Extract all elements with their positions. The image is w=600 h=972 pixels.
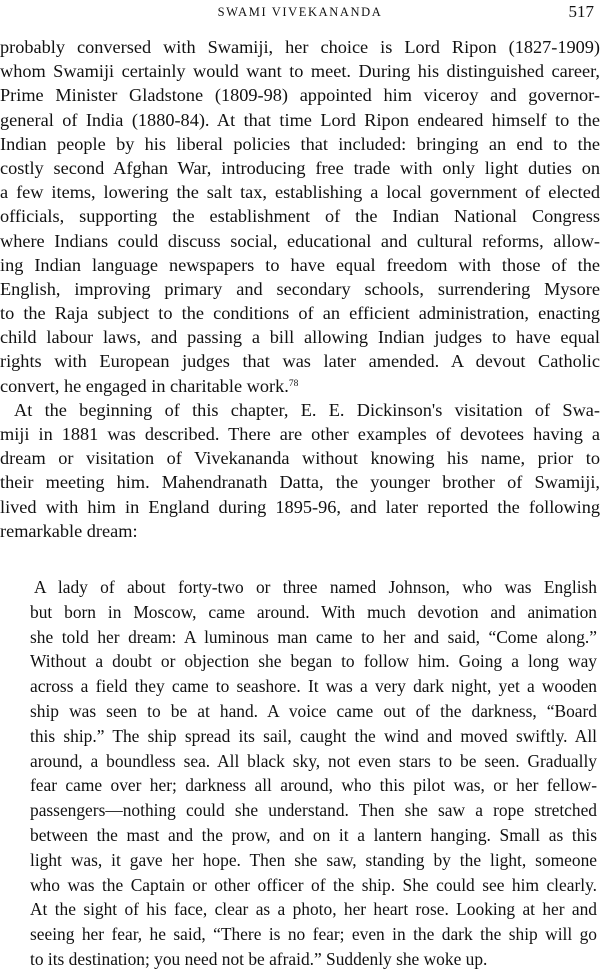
quote-line: this ship.” The ship spread its sail, caught the wind and moved swiftly. All (30, 725, 597, 746)
block-quote (30, 575, 597, 972)
quote-line: between the mast and the prow, and on it a lantern hanging. Small as this (30, 824, 597, 845)
text-line: rights with European judges that was later amended. A devout Catholic (0, 351, 600, 372)
page-number: 517 (568, 2, 594, 21)
quote-line: who was the Captain or other officer of the ship. She could see him clearly. (30, 874, 597, 895)
quote-line: across a field they came to seashore. It was a very dark night, yet a wooden (30, 676, 597, 697)
text-line: officials, supporting the establishment of the Indian National Congress (0, 206, 600, 227)
text-line: to the Raja subject to the conditions of an efficient administration, enacting (0, 303, 600, 324)
quote-line: seeing her fear, he said, “There is no fear; even in the dark the ship will go (30, 924, 597, 945)
body-text (0, 35, 600, 543)
text-line: At the beginning of this chapter, E. E. Dickinson's visitation of Swa- (14, 399, 600, 420)
text-line: lived with him in England during 1895-96, and later reported the following (0, 496, 600, 517)
text-line: ing Indian language newspapers to have equal freedom with those of the (0, 254, 600, 275)
text-line: a few items, lowering the salt tax, establishing a local government of elected (0, 182, 600, 203)
text-line: their meeting him. Mahendranath Datta, the younger brother of Swamiji, (0, 472, 600, 493)
text-line: child labour laws, and passing a bill allowing Indian judges to have equal (0, 327, 600, 348)
text-line: miji in 1881 was described. There are other examples of devotees having a (0, 424, 600, 444)
paragraph-dreams (0, 398, 600, 543)
quote-line: fear came over her; darkness all around, who this pilot was, or her fellow- (30, 775, 597, 796)
quote-line: she told her dream: A luminous man came to her and said, “Come along.” (30, 626, 597, 647)
quote-line: to its destination; you need not be afraid.” Suddenly she woke up. (30, 948, 488, 969)
text-line-last (0, 374, 600, 398)
text-line: English, improving primary and secondary schools, surrendering Mysore (0, 278, 600, 299)
running-title: SWAMI VIVEKANANDA (217, 5, 383, 19)
quote-line: A lady of about forty-two or three named Johnson, who was English (34, 577, 597, 597)
quote-line: but born in Moscow, came around. With much devotion and animation (30, 601, 597, 622)
quote-line: passengers—nothing could she understand. Then she saw a rope stretched (30, 800, 597, 821)
footnote-reference[interactable]: 78 (288, 378, 299, 389)
text-line: costly second Afghan War, introducing free trade with only light duties on (0, 157, 600, 178)
text-line: Prime Minister Gladstone (1809-98) appointed him viceroy and governor- (0, 85, 600, 106)
text-line: probably conversed with Swamiji, her choice is Lord Ripon (1827-1909) (0, 37, 600, 57)
paragraph-lord-ripon (0, 35, 600, 398)
quote-line: Without a doubt or objection she began to follow him. Going a long way (30, 651, 597, 672)
text-line: whom Swamiji certainly would want to meet. During his distinguished career, (0, 61, 600, 82)
running-head (0, 2, 600, 22)
quote-line: At the sight of his face, clear as a photo, her heart rose. Looking at her and (30, 899, 597, 920)
quote-line: around, a boundless sea. All black sky, not even stars to be seen. Gradually (30, 750, 597, 771)
text-line: general of India (1880-84). At that time Lord Ripon endeared himself to the (0, 109, 600, 130)
text-line: convert, he engaged in charitable work. (0, 375, 289, 396)
text-line: where Indians could discuss social, educational and cultural reforms, allow- (0, 230, 600, 251)
quote-line: light was, it gave her hope. Then she saw, standing by the light, someone (30, 849, 597, 870)
text-line: remarkable dream: (0, 520, 138, 541)
text-line: Indian people by his liberal policies that included: bringing an end to the (0, 133, 600, 154)
text-line: dream or visitation of Vivekananda without knowing his name, prior to (0, 448, 600, 469)
quote-line: ship was seen to be at hand. A voice came out of the darkness, “Board (30, 700, 597, 721)
